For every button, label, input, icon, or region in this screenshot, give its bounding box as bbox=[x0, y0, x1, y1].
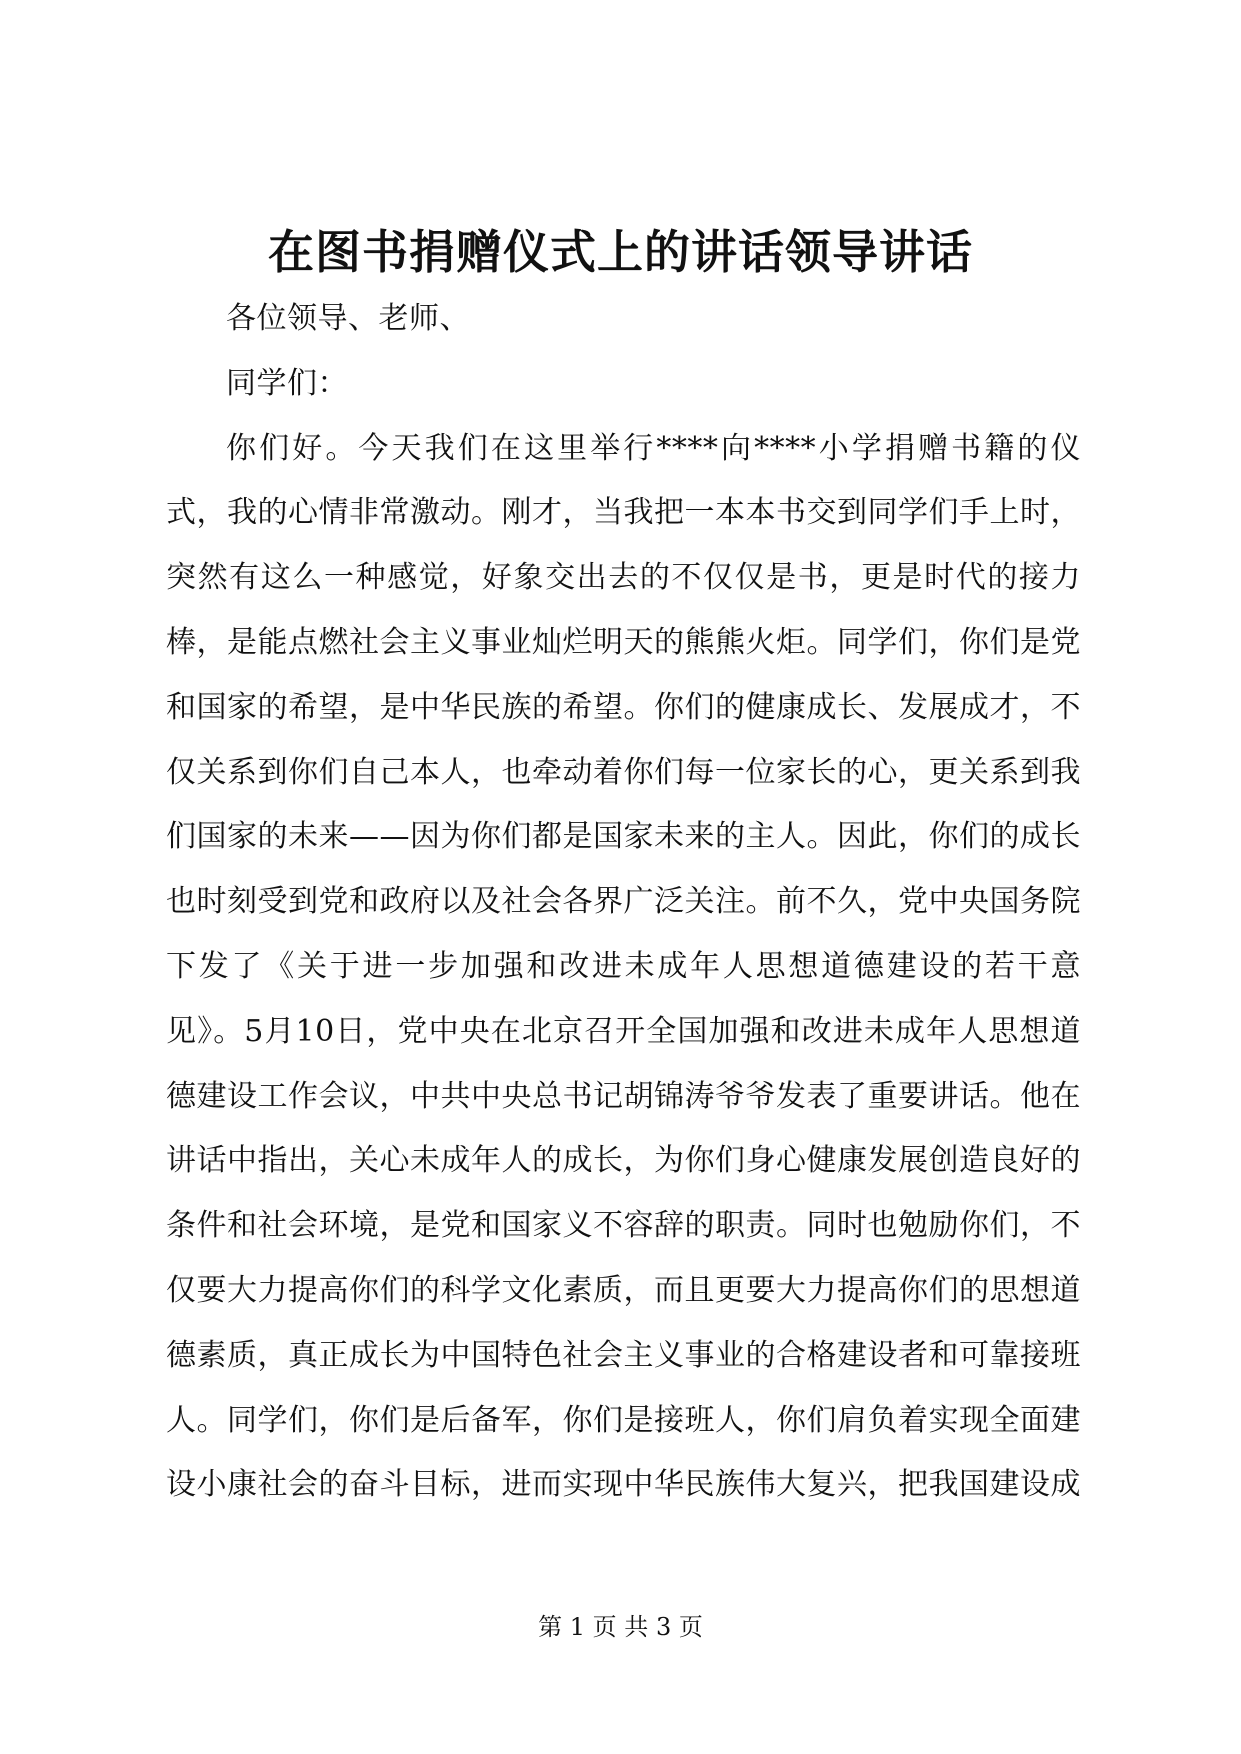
salutation-line-1: 各位领导、老师、 bbox=[226, 301, 470, 336]
salutation-line-2: 同学们： bbox=[226, 365, 348, 401]
page-footer: 第 1 页 共 3 页 bbox=[538, 1613, 703, 1641]
body-paragraph: 你们好。今天我们在这里举行****向****小学捐赠书籍的仪式，我的心情非常激动。刚才，当我把一本本书交到同学们手上时，突然有这么一种感觉，好象交出去的不仅仅是书，更是时代的接力棒，是能点燃社会主义事业灿烂明天的熊熊火炬。同学们，你们是党和国家的希望，是中华民族的希望。你们的健康成长、发展成才，不仅关系到你们自己本人，也牵动着你们每一位家长的心，更关系到我们国家的未来——因为你们都是国家未来的主人。因此，你们的成长也时刻受到党和政府以及社会各界广泛关注。前不久，党中央国务院下发了《关于进一步加强和改进未成年人思想道德建设的若干意见》。5月10日，党中央在北京召开全国加强和改进未成年人思想道德建设工作会议，中共中央总书记胡锦涛爷爷发表了重要讲话。他在讲话中指出，关心未成年人的成长，为你们身心健康发展创造良好的条件和社会环境，是党和国家义不容辞的职责。同时也勉励你们，不仅要大力提高你们的科学文化素质，而且更要大力提高你们的思想道德素质，真正成长为中国特色社会主义事业的合格建设者和可靠接班人。同学们，你们是后备军，你们是接班人，你们肩负着实现全面建设小康社会的奋斗目标，进而实现中华民族伟大复兴，把我国建设成 bbox=[166, 430, 1081, 1503]
document-body bbox=[166, 287, 1081, 1518]
document-title: 在图书捐赠仪式上的讲话领导讲话 bbox=[268, 225, 973, 279]
